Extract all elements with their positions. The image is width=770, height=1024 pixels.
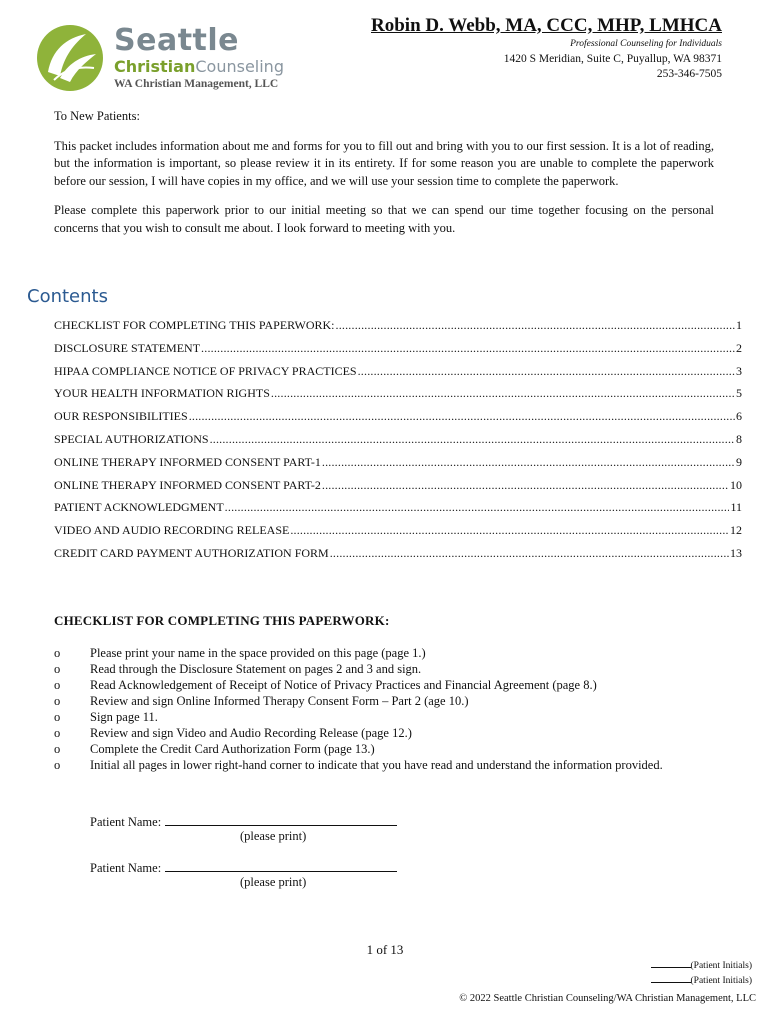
toc-entry-title: DISCLOSURE STATEMENT (54, 340, 201, 355)
toc-entry-page: 12 (730, 523, 742, 538)
toc-leader-dots (271, 386, 735, 401)
checklist-item-text: Review and sign Online Informed Therapy Consent Form – Part 2 (age 10.) (90, 694, 469, 708)
toc-entry-page: 6 (736, 409, 742, 424)
toc-entry-page: 13 (730, 545, 742, 560)
toc-entry[interactable] (54, 432, 742, 455)
toc-leader-dots (225, 500, 730, 515)
toc-leader-dots (210, 432, 735, 447)
toc-entry[interactable] (54, 318, 742, 341)
checklist-item-text: Read Acknowledgement of Receipt of Notice of Privacy Practices and Financial Agreement (page 8.) (90, 678, 597, 692)
toc-entry[interactable] (54, 500, 742, 523)
toc-leader-dots (322, 455, 735, 470)
intro-section (54, 108, 714, 249)
please-print-hint: (please print) (240, 875, 307, 889)
checklist-bullet: o (54, 646, 61, 660)
checklist-item-text: Read through the Disclosure Statement on pages 2 and 3 and sign. (90, 662, 422, 676)
toc-entry[interactable] (54, 386, 742, 409)
toc-entry-title: CREDIT CARD PAYMENT AUTHORIZATION FORM (54, 545, 329, 560)
patient-name-line[interactable] (165, 813, 397, 826)
checklist-item-text: Complete the Credit Card Authorization Form (page 13.) (90, 742, 375, 756)
signature-block-1 (90, 813, 397, 843)
checklist (54, 645, 714, 773)
logo-sub-word2: Counseling (195, 57, 284, 76)
patient-name-label: Patient Name: (90, 815, 162, 829)
toc-entry-page: 9 (736, 454, 742, 469)
checklist-bullet: o (54, 694, 61, 708)
patient-name-line[interactable] (165, 859, 397, 872)
initials-row-2 (651, 973, 752, 988)
checklist-bullet: o (54, 726, 61, 740)
toc-leader-dots (201, 341, 735, 356)
logo-sub-text (114, 58, 284, 76)
patient-initials (651, 958, 752, 988)
leaf-logo-icon (34, 20, 112, 98)
initials-row-1 (651, 958, 752, 973)
toc-leader-dots (358, 364, 735, 379)
toc-entry-page: 2 (736, 340, 742, 355)
toc-entry-title: HIPAA COMPLIANCE NOTICE OF PRIVACY PRACTICES (54, 363, 357, 378)
toc-entry[interactable] (54, 546, 742, 569)
checklist-item-text: Initial all pages in lower right-hand corner to indicate that you have read and understand the information provided. (90, 758, 663, 772)
toc-entry-title: CHECKLIST FOR COMPLETING THIS PAPERWORK: (54, 318, 335, 332)
page-number: 1 of 13 (366, 942, 404, 957)
phone: 253-346-7505 (656, 68, 722, 80)
toc-entry-page: 3 (736, 363, 742, 378)
toc-entry-title: PATIENT ACKNOWLEDGMENT (54, 500, 224, 515)
checklist-item (54, 709, 714, 725)
toc-entry[interactable] (54, 364, 742, 387)
toc-entry-title: ONLINE THERAPY INFORMED CONSENT PART-2 (54, 477, 321, 492)
checklist-bullet: o (54, 710, 61, 724)
toc-leader-dots (336, 318, 736, 333)
contents-heading: Contents (27, 286, 108, 307)
tagline: Professional Counseling for Individuals (570, 39, 722, 49)
toc-entry[interactable] (54, 523, 742, 546)
toc-entry-title: YOUR HEALTH INFORMATION RIGHTS (54, 386, 270, 401)
patient-name-label: Patient Name: (90, 861, 162, 875)
checklist-item-text: Review and sign Video and Audio Recording Release (page 12.) (90, 726, 412, 740)
checklist-item (54, 645, 714, 661)
toc-entry-page: 5 (736, 386, 742, 401)
intro-paragraph-1: This packet includes information about me and forms for you to fill out and bring with you to our first session. It is a lot of reading, but the information is important, so please review it in its entirety. If for some reason you are unable to complete the paperwork before our session, I will have copies in my office, and we will use your session time to complete the paperwork. (54, 138, 714, 188)
checklist-bullet: o (54, 742, 61, 756)
toc-entry[interactable] (54, 478, 742, 501)
initials-label: (Patient Initials) (690, 961, 752, 971)
counselor-name: Robin D. Webb, MA, CCC, MHP, LMHCA (371, 15, 722, 36)
logo-management: WA Christian Management, LLC (114, 78, 279, 90)
initials-line[interactable] (651, 958, 691, 968)
checklist-bullet: o (54, 758, 61, 772)
logo-sub-word1: Christian (114, 57, 196, 76)
copyright: © 2022 Seattle Christian Counseling/WA Christian Management, LLC (459, 993, 756, 1004)
checklist-item-text: Please print your name in the space provided on this page (page 1.) (90, 646, 426, 660)
checklist-item (54, 693, 714, 709)
table-of-contents (54, 318, 742, 569)
toc-entry-title: SPECIAL AUTHORIZATIONS (54, 431, 209, 446)
checklist-bullet: o (54, 662, 61, 676)
checklist-item (54, 741, 714, 757)
intro-paragraph-2: Please complete this paperwork prior to our initial meeting so that we can spend our time together focusing on the personal concerns that you wish to consult me about. I look forward to meeting with you. (54, 203, 714, 235)
initials-line[interactable] (651, 973, 691, 983)
checklist-item (54, 661, 714, 677)
toc-entry-page: 10 (730, 477, 742, 492)
toc-leader-dots (290, 523, 729, 538)
toc-leader-dots (330, 546, 729, 561)
toc-entry-title: VIDEO AND AUDIO RECORDING RELEASE (54, 523, 290, 538)
toc-entry-page: 1 (736, 318, 742, 332)
checklist-item (54, 757, 714, 773)
letterhead (371, 14, 722, 82)
toc-entry[interactable] (54, 409, 742, 432)
logo (34, 20, 324, 98)
toc-entry-title: OUR RESPONSIBILITIES (54, 409, 188, 424)
checklist-heading: CHECKLIST FOR COMPLETING THIS PAPERWORK: (54, 613, 390, 628)
initials-label: (Patient Initials) (690, 976, 752, 986)
please-print-hint: (please print) (240, 829, 307, 843)
toc-entry[interactable] (54, 455, 742, 478)
toc-entry-page: 8 (736, 431, 742, 446)
greeting: To New Patients: (54, 109, 140, 123)
address: 1420 S Meridian, Suite C, Puyallup, WA 98371 (503, 53, 722, 65)
checklist-item (54, 725, 714, 741)
toc-entry-page: 11 (730, 500, 742, 515)
logo-main-text: Seattle (114, 23, 240, 58)
checklist-item-text: Sign page 11. (90, 710, 158, 724)
toc-entry-title: ONLINE THERAPY INFORMED CONSENT PART-1 (54, 454, 321, 469)
checklist-item (54, 677, 714, 693)
signature-block-2 (90, 859, 397, 889)
checklist-bullet: o (54, 678, 61, 692)
toc-leader-dots (189, 409, 735, 424)
toc-entry[interactable] (54, 341, 742, 364)
toc-leader-dots (322, 478, 729, 493)
